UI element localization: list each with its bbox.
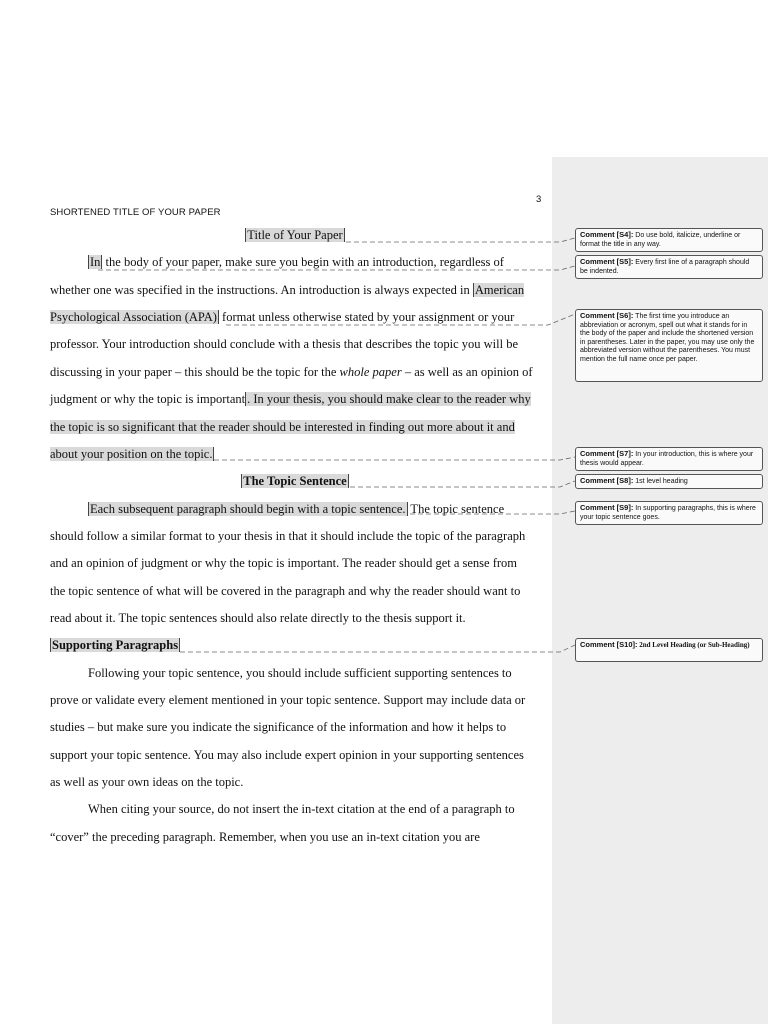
body-line: studies – but make sure you indicate the significance of the information and how it helps to — [50, 720, 507, 734]
comment-label: Comment [S6]: — [580, 311, 634, 320]
comment-label: Comment [S8]: — [580, 476, 634, 485]
body-line: When citing your source, do not insert the in-text citation at the end of a paragraph to — [88, 802, 515, 816]
comment-text: Every first line of a paragraph should be indented. — [580, 259, 750, 275]
leader-s5 — [98, 266, 575, 270]
comment-anchor-s7[interactable]: . In your thesis, you should make clear to the reader why — [247, 392, 531, 406]
comment-s4[interactable] — [575, 228, 763, 252]
leader-s8 — [350, 481, 575, 487]
comment-text: The first time you introduce an abbreviation or acronym, spell out what it stands for in the body of the paper and include the shortened version in parentheses. Later in the paper, you may use only the abbreviated version without the parentheses. You must mention the full name once per paper. — [580, 313, 755, 363]
body-line: and an opinion of judgment or why the topic is important. The reader should get a sense from — [50, 556, 518, 570]
body-text: The topic sentence — [407, 502, 505, 516]
body-text: whether one was specified in the instructions. An introduction is always expected in — [50, 283, 473, 297]
body-line: should follow a similar format to your thesis in that it should include the topic of the paragraph — [50, 529, 526, 543]
comment-anchor-s7-cont[interactable]: the topic is so significant that the reader should be interested in finding out more about it and — [50, 420, 515, 434]
paper-title[interactable]: Title of Your Paper — [247, 228, 343, 242]
heading-level-2[interactable]: Supporting Paragraphs — [52, 638, 179, 652]
comment-s9[interactable] — [575, 501, 763, 525]
comment-anchor-s9[interactable]: Each subsequent paragraph should begin with a topic sentence. — [90, 502, 406, 516]
body-line: the topic sentence of what will be covered in the paragraph and why the reader should want to — [50, 584, 521, 598]
comment-s8[interactable] — [575, 474, 763, 489]
leader-s6 — [226, 314, 575, 325]
comment-anchor-s6-cont[interactable]: Psychological Association (APA) — [50, 310, 217, 324]
body-line: support your topic sentence. You may also include expert opinion in your supporting sentences — [50, 748, 524, 762]
comment-s10[interactable] — [575, 638, 763, 662]
comment-text: 1st level heading — [633, 478, 688, 485]
comment-s5[interactable] — [575, 255, 763, 279]
comment-label: Comment [S9]: — [580, 503, 634, 512]
leader-s4 — [346, 238, 575, 242]
comment-label: Comment [S5]: — [580, 257, 634, 266]
body-line: professor. Your introduction should conclude with a thesis that describes the topic you will be — [50, 337, 518, 351]
heading-level-1[interactable]: The Topic Sentence — [243, 474, 347, 488]
leader-s9 — [410, 511, 575, 514]
comment-label: Comment [S10]: — [580, 640, 638, 649]
body-text: discussing in your paper – this should be the topic for the — [50, 365, 340, 379]
comment-label: Comment [S7]: — [580, 449, 634, 458]
comment-s6[interactable] — [575, 309, 763, 382]
comment-label: Comment [S4]: — [580, 230, 634, 239]
page-number: 3 — [536, 194, 542, 205]
body-line: as well as your own ideas on the topic. — [50, 775, 244, 789]
comment-s7[interactable] — [575, 447, 763, 471]
body-text: judgment or why the topic is important — [50, 392, 246, 406]
leader-s7 — [214, 457, 575, 460]
comment-anchor-s5[interactable]: In — [90, 255, 101, 269]
comment-text: In your introduction, this is where your thesis would appear. — [580, 451, 754, 467]
comment-anchor-s7-end[interactable]: about your position on the topic. — [50, 447, 213, 461]
comment-text: In supporting paragraphs, this is where your topic sentence goes. — [580, 505, 756, 521]
comment-anchor-s6[interactable]: American — [474, 283, 525, 297]
body-line: read about it. The topic sentences should also relate directly to the thesis support it. — [50, 611, 466, 625]
body-text: the body of your paper, make sure you begin with an introduction, regardless of — [102, 255, 504, 269]
body-text: format unless otherwise stated by your assignment or your — [218, 310, 515, 324]
comment-text: 2nd Level Heading (or Sub-Heading) — [637, 641, 750, 649]
body-line: “cover” the preceding paragraph. Remember, when you use an in-text citation you are — [50, 830, 480, 844]
body-line: Following your topic sentence, you should include sufficient supporting sentences to — [88, 666, 512, 680]
body-line: prove or validate every element mentioned in your topic sentence. Support may include data or — [50, 693, 526, 707]
comment-text: Do use bold, italicize, underline or format the title in any way. — [580, 232, 741, 248]
body-text-italic: whole paper — [339, 365, 402, 379]
leader-s10 — [180, 645, 575, 652]
body-text: – as well as an opinion of — [401, 365, 533, 379]
running-head: SHORTENED TITLE OF YOUR PAPER — [50, 207, 221, 218]
